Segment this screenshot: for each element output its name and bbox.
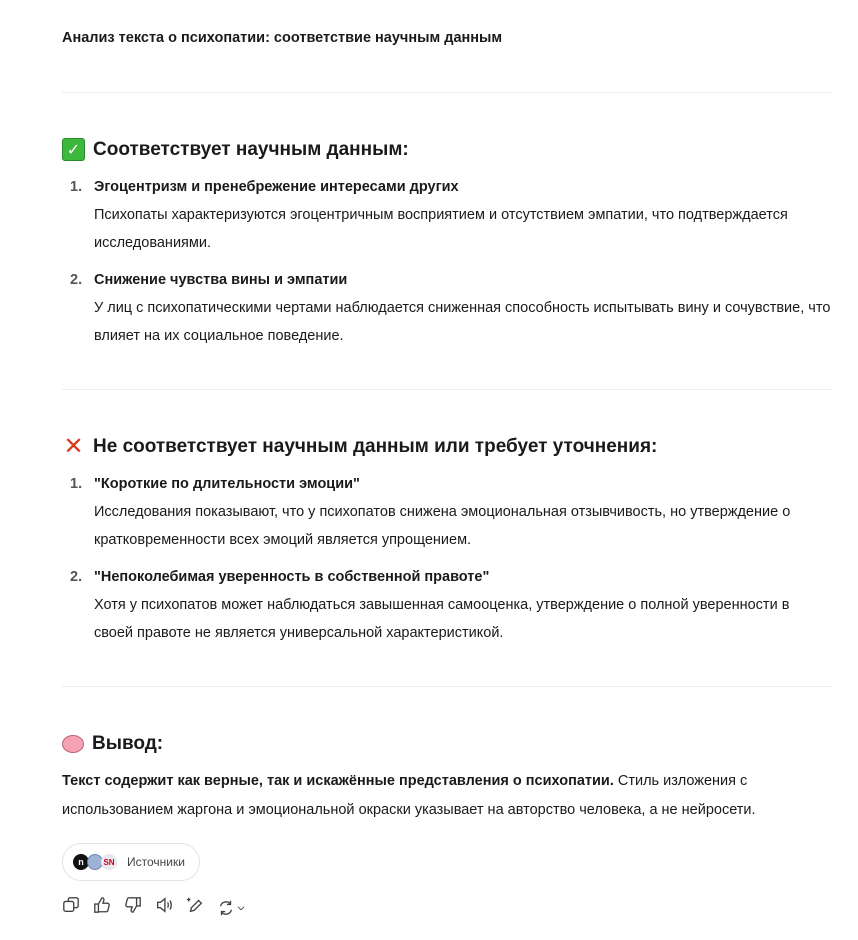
list-item [62, 563, 832, 647]
heading-text: Соответствует научным данным: [93, 138, 409, 160]
section-heading [62, 733, 163, 755]
heading-text: Вывод: [92, 733, 164, 754]
supported-list [62, 173, 832, 359]
item-number: 2. [70, 272, 83, 288]
response-title: Анализ текста о психопатии: соответствие научным данным [62, 30, 503, 46]
item-number: 2. [70, 569, 83, 585]
item-number: 1. [70, 476, 83, 492]
conclusion-body: Стиль изложения с использованием жаргона и эмоциональной окраски указывает на авторство человека, а не нейросети. [62, 773, 756, 818]
read-aloud-icon[interactable] [155, 896, 173, 919]
conclusion-text [62, 767, 842, 825]
thumbs-up-icon[interactable] [93, 896, 111, 919]
brain-icon [62, 735, 84, 753]
check-mark-icon: ✓ [62, 138, 85, 161]
divider [62, 686, 832, 687]
item-title: Эгоцентризм и пренебрежение интересами других [94, 179, 459, 195]
divider [62, 389, 832, 390]
item-title: "Короткие по длительности эмоции" [94, 476, 360, 492]
cross-mark-icon: ✕ [63, 433, 84, 460]
chevron-down-icon[interactable] [235, 899, 247, 917]
list-item [62, 470, 832, 554]
item-text: Психопаты характеризуются эгоцентричным восприятием и отсутствием эмпатии, что подтверждается исследованиями. [94, 207, 788, 251]
item-text: Хотя у психопатов может наблюдаться завышенная самооценка, утверждение о полной уверенности в своей правоте не является универсальной характеристикой. [94, 597, 790, 641]
edit-icon[interactable] [186, 896, 204, 919]
conclusion-bold: Текст содержит как верные, так и искажённые представления о психопатии. [62, 773, 614, 789]
section-heading [62, 138, 409, 161]
divider [62, 92, 832, 93]
item-title: Снижение чувства вины и эмпатии [94, 272, 348, 288]
regenerate-icon[interactable] [217, 899, 247, 917]
list-item [62, 173, 832, 257]
copy-icon[interactable] [62, 896, 80, 919]
item-text: Исследования показывают, что у психопатов снижена эмоциональная отзывчивость, но утверждение о кратковременности всех эмоций является упрощением. [94, 504, 791, 548]
source-sn-icon: SN [101, 854, 117, 870]
unsupported-list [62, 470, 832, 656]
item-number: 1. [70, 179, 83, 195]
source-n-icon: n [73, 854, 89, 870]
item-title: "Непоколебимая уверенность в собственной правоте" [94, 569, 490, 585]
sources-label: Источники [127, 855, 185, 869]
sources-button[interactable] [62, 843, 200, 881]
list-item [62, 266, 832, 350]
section-heading [62, 435, 657, 458]
item-text: У лиц с психопатическими чертами наблюдается сниженная способность испытывать вину и сочувствие, что влияет на их социальное поведение. [94, 300, 831, 344]
message-actions [62, 896, 247, 919]
thumbs-down-icon[interactable] [124, 896, 142, 919]
heading-text: Не соответствует научным данным или требует уточнения: [93, 435, 658, 457]
